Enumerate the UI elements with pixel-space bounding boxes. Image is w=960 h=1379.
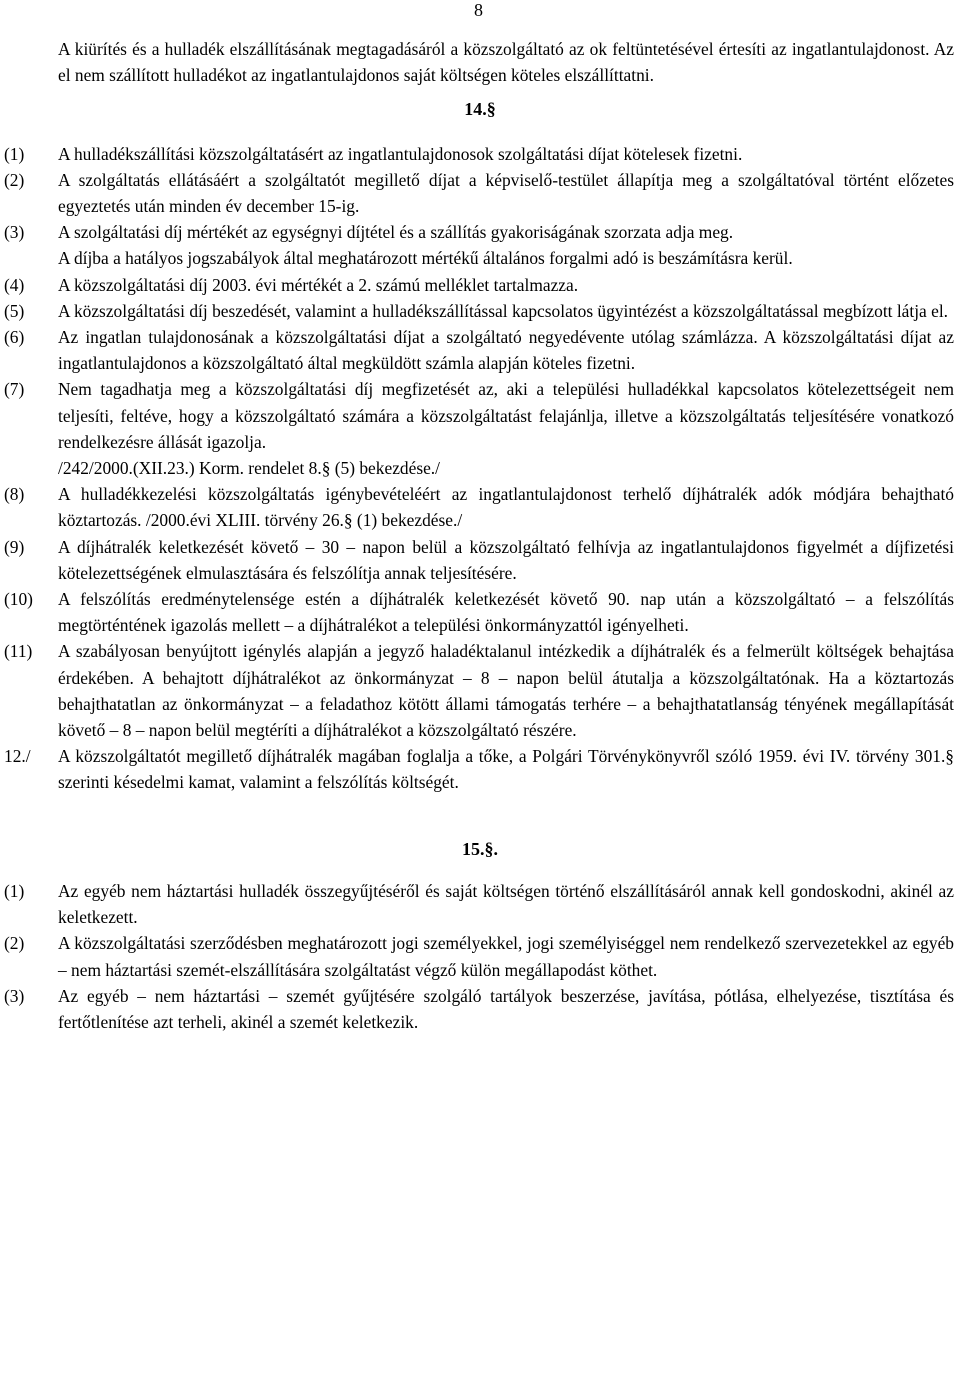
item-text: Az egyéb nem háztartási hulladék összegyűjtéséről és saját költségen történő elszállításáról annak kell gondoskodni, akinél az keletkezett. bbox=[58, 880, 954, 928]
list-item bbox=[0, 324, 960, 376]
item-text: A közszolgáltatót megillető díjhátralék magában foglalja a tőke, a Polgári Törvénykönyvről szóló 1959. évi IV. törvény 301.§ szerinti késedelmi kamat, valamint a felszólítás költségét. bbox=[58, 746, 954, 793]
list-item bbox=[0, 586, 960, 638]
item-text: A szabályosan benyújtott igénylés alapján a jegyző haladéktalanul intézkedik a díjhátralék és a felmerült költségek behajtása érdekében. A behajtott díjhátralékot az önkormányzat – 8 – napon belül átutalja a közszolgáltatónak. Ha a köztartozás behajthatatlan az önkormányzat – a feladathoz kötött állami támogatás terhére – a behajthatatlanság tényének megállapítását követő – 8 – napon belül megtéríti a díjhátralékot a közszolgáltató részére. bbox=[58, 641, 954, 741]
item-number: (10) bbox=[4, 589, 33, 610]
list-item bbox=[0, 743, 960, 795]
item-number: (1) bbox=[4, 143, 25, 164]
item-text: A hulladékszállítási közszolgáltatásért az ingatlantulajdonosok szolgáltatási díjat kötelesek fizetni. bbox=[58, 143, 743, 164]
list-item bbox=[0, 930, 960, 982]
list-item bbox=[0, 534, 960, 586]
document-body bbox=[0, 36, 960, 1035]
item-text: A díjhátralék keletkezését követő – 30 – napon belül a közszolgáltató felhívja az ingatlantulajdonos figyelmét a díjfizetési kötelezettségének elmulasztására és felszólítja annak teljesítésére. bbox=[58, 536, 954, 583]
page-number: 8 bbox=[474, 0, 483, 20]
item-reference: /242/2000.(XII.23.) Korm. rendelet 8.§ (5) bekezdése./ bbox=[58, 458, 440, 479]
list-item bbox=[0, 376, 960, 481]
item-text: A szolgáltatás ellátásáért a szolgáltatót megillető díjat a képviselő-testület állapítja meg a szolgáltatóval történt előzetes egyeztetés után minden év december 15-ig. bbox=[58, 169, 954, 217]
section-15-list bbox=[0, 878, 960, 1035]
item-text: A felszólítás eredménytelensége estén a díjhátralék keletkezését követő 90. nap után a közszolgáltató – a felszólítás megtörténtének igazolás mellett – a díjhátralékot a települési önkormányzattól igényelheti. bbox=[58, 589, 954, 636]
item-number: (3) bbox=[4, 222, 25, 243]
item-number: (9) bbox=[4, 536, 25, 557]
item-number: (4) bbox=[4, 274, 25, 295]
list-item bbox=[0, 141, 960, 167]
item-text: Az ingatlan tulajdonosának a közszolgáltatási díjat a szolgáltató negyedévente utólag számlázza. A közszolgáltatási díjat az ingatlantulajdonos a közszolgáltató által megküldött számla alapján köteles fizetni. bbox=[58, 327, 954, 374]
item-number: (2) bbox=[4, 169, 25, 190]
item-text: A közszolgáltatási szerződésben meghatározott jogi személyekkel, jogi személyiséggel nem rendelkező szervezetekkel az egyéb – nem háztartási szemét-elszállítására szolgáltatást végző külön megállapodást köthet. bbox=[58, 933, 954, 980]
item-text: Nem tagadhatja meg a közszolgáltatási díj megfizetését az, aki a települési hulladékkal kapcsolatos kötelezettségeit nem teljesíti, feltéve, hogy a közszolgáltató számára a közszolgáltatást felajánlja, illetve a közszolgáltatás teljesítésére vonatkozó rendelkezésre állását igazolja. bbox=[58, 379, 954, 452]
item-text-block bbox=[58, 219, 954, 271]
list-item bbox=[0, 219, 960, 271]
list-item bbox=[0, 167, 960, 219]
list-item bbox=[0, 298, 960, 324]
item-number: 12./ bbox=[4, 746, 31, 767]
item-number: (11) bbox=[4, 641, 33, 662]
item-number: (2) bbox=[4, 933, 25, 954]
list-item bbox=[0, 878, 960, 930]
item-number: (7) bbox=[4, 379, 25, 400]
item-text-block bbox=[58, 376, 954, 481]
list-item bbox=[0, 272, 960, 298]
item-text: Az egyéb – nem háztartási – szemét gyűjtésére szolgáló tartályok beszerzése, javítása, pótlása, elhelyezése, tisztítása és fertőtlenítése azt terheli, akinél a szemét keletkezik. bbox=[58, 985, 954, 1032]
item-number: (1) bbox=[4, 880, 25, 901]
list-item bbox=[0, 481, 960, 533]
list-item bbox=[0, 983, 960, 1035]
item-number: (8) bbox=[4, 484, 25, 505]
intro-paragraph: A kiürítés és a hulladék elszállításának megtagadásáról a közszolgáltató az ok feltüntetésével értesíti az ingatlantulajdonost. Az el nem szállított hulladékot az ingatlantulajdonos saját költségen köteles elszállíttatni. bbox=[58, 39, 954, 86]
item-text: A közszolgáltatási díj beszedését, valamint a hulladékszállítással kapcsolatos ügyintézést a közszolgáltatással megbízott látja el. bbox=[58, 300, 949, 321]
section-14-title: 14.§ bbox=[464, 99, 496, 120]
section-15-title: 15.§. bbox=[462, 838, 498, 859]
item-number: (3) bbox=[4, 985, 25, 1006]
item-number: (6) bbox=[4, 327, 25, 348]
item-extra-text: A díjba a hatályos jogszabályok által meghatározott mértékű általános forgalmi adó is beszámításra kerül. bbox=[58, 248, 793, 269]
list-item bbox=[0, 638, 960, 743]
item-number: (5) bbox=[4, 300, 25, 321]
section-14-list bbox=[0, 141, 960, 796]
item-text: A közszolgáltatási díj 2003. évi mértékét a 2. számú melléklet tartalmazza. bbox=[58, 274, 579, 295]
item-text: A szolgáltatási díj mértékét az egységnyi díjtétel és a szállítás gyakoriságának szorzata adja meg. bbox=[58, 222, 734, 243]
item-text: A hulladékkezelési közszolgáltatás igénybevételéért az ingatlantulajdonost terhelő díjhátralék adók módjára behajtható köztartozás. /2000.évi XLIII. törvény 26.§ (1) bekezdése./ bbox=[58, 484, 954, 531]
